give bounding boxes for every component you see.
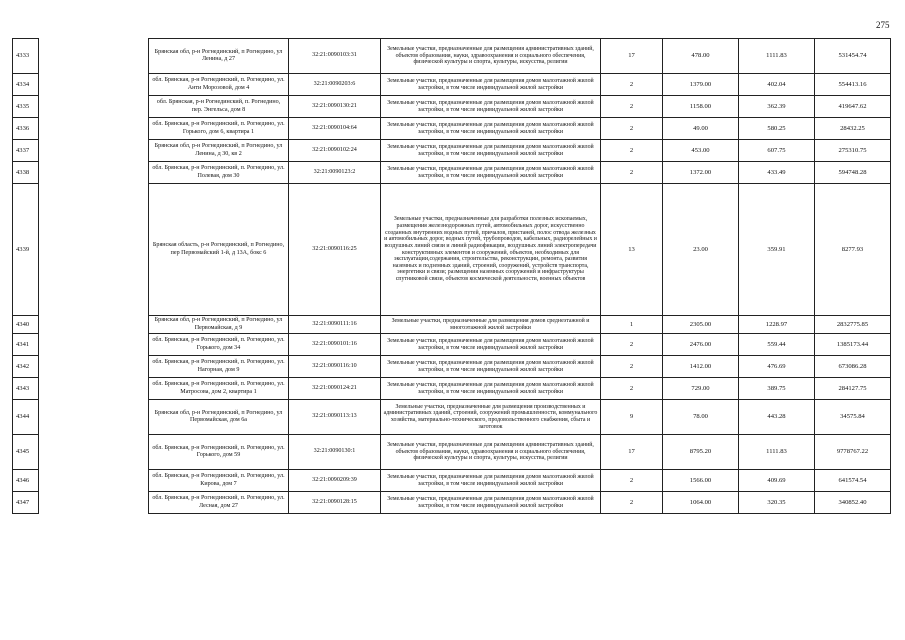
cell-address: обл. Брянская, р-н Рогнединский, п. Рогнедино, ул. Матросова, дом 2, квартира 1 — [149, 378, 289, 400]
cell-number: 4336 — [13, 118, 39, 140]
cell-area: 1379.00 — [663, 74, 739, 96]
cell-cadastral-value: 531454.74 — [815, 39, 891, 74]
cell-cadastral-number: 32:21:0090102:24 — [289, 140, 381, 162]
cell-area: 478.00 — [663, 39, 739, 74]
cell-land-use: Земельные участки, предназначенные для размещения домов малоэтажной жилой застройки, в том числе индивидуальной жилой застройки — [381, 96, 601, 118]
cell-address: обл. Брянская, р-н Рогнединский, п. Рогнедино, ул. Горького, дом 59 — [149, 435, 289, 470]
cell-address: обл. Брянская, р-н Рогнединский, п. Рогнедино, ул. Кирова, дом 7 — [149, 470, 289, 492]
cell-area: 1158.00 — [663, 96, 739, 118]
cell-group: 2 — [601, 356, 663, 378]
cell-specific-value: 362.39 — [739, 96, 815, 118]
cell-cadastral-number: 32:21:0090130:1 — [289, 435, 381, 470]
cell-cadastral-value: 275310.75 — [815, 140, 891, 162]
cell-cadastral-number: 32:21:0090124:21 — [289, 378, 381, 400]
table-row — [13, 470, 891, 492]
cell-cadastral-value: 1385173.44 — [815, 334, 891, 356]
cell-specific-value: 1228.97 — [739, 316, 815, 334]
table-row — [13, 96, 891, 118]
cell-group: 17 — [601, 39, 663, 74]
cell-specific-value: 443.28 — [739, 400, 815, 435]
cell-specific-value: 476.69 — [739, 356, 815, 378]
cadastral-value-table — [12, 38, 891, 514]
cell-land-use: Земельные участки, предназначенные для размещения домов малоэтажной жилой застройки, в том числе индивидуальной жилой застройки — [381, 470, 601, 492]
cell-cadastral-number: 32:21:0090123:2 — [289, 162, 381, 184]
cell-specific-value: 580.25 — [739, 118, 815, 140]
table-row — [13, 492, 891, 514]
cell-number: 4341 — [13, 334, 39, 356]
cell-specific-value: 433.49 — [739, 162, 815, 184]
cell-number: 4343 — [13, 378, 39, 400]
cell-specific-value: 409.69 — [739, 470, 815, 492]
cell-address: Брянская обл, р-н Рогнединский, п Рогнедино, ул Ленина, д 27 — [149, 39, 289, 74]
cell-address: обл. Брянская, р-н Рогнединский, п. Рогнедино, ул. Горького, дом 34 — [149, 334, 289, 356]
cell-number: 4346 — [13, 470, 39, 492]
cell-cadastral-value: 9778767.22 — [815, 435, 891, 470]
table-row — [13, 334, 891, 356]
table-row — [13, 316, 891, 334]
cell-land-use: Земельные участки, предназначенные для размещения домов малоэтажной жилой застройки, в том числе индивидуальной жилой застройки — [381, 162, 601, 184]
cell-land-use: Земельные участки, предназначенные для размещения домов малоэтажной жилой застройки, в том числе индивидуальной жилой застройки — [381, 378, 601, 400]
cell-address: Брянская обл, р-н Рогнединский, п Рогнедино, ул Первомайская, дом 6а — [149, 400, 289, 435]
cell-spacer — [39, 470, 149, 492]
cell-land-use: Земельные участки, предназначенные для размещения домов малоэтажной жилой застройки, в том числе индивидуальной жилой застройки — [381, 356, 601, 378]
cell-land-use: Земельные участки, предназначенные для размещения административных зданий, объектов образования, науки, здравоохранения и социального обеспечения, физической культуры и спорта, культуры, искусства, религии — [381, 435, 601, 470]
cell-area: 1412.00 — [663, 356, 739, 378]
cell-address: обл. Брянская, р-н Рогнединский, п. Рогнедино, ул. Нагорная, дом 9 — [149, 356, 289, 378]
cell-area: 1372.00 — [663, 162, 739, 184]
cell-group: 2 — [601, 334, 663, 356]
cell-specific-value: 320.35 — [739, 492, 815, 514]
cell-spacer — [39, 162, 149, 184]
cell-area: 2476.00 — [663, 334, 739, 356]
cell-number: 4334 — [13, 74, 39, 96]
cell-land-use: Земельные участки, предназначенные для размещения административных зданий, объектов образования, науки, здравоохранения и социального обеспечения, физической культуры и спорта, культуры, искусства, религии — [381, 39, 601, 74]
table-row — [13, 435, 891, 470]
cell-cadastral-value: 673086.28 — [815, 356, 891, 378]
cell-spacer — [39, 39, 149, 74]
cell-spacer — [39, 334, 149, 356]
cell-land-use: Земельные участки, предназначенные для размещения производственных и административных зданий, строений, сооружений промышленности, коммунального хозяйства, материально-технического, продовольственного снабжения, сбыта и заготовок — [381, 400, 601, 435]
cell-group: 9 — [601, 400, 663, 435]
cell-spacer — [39, 435, 149, 470]
cell-area: 2305.00 — [663, 316, 739, 334]
cell-land-use: Земельные участки, предназначенные для размещения домов малоэтажной жилой застройки, в том числе индивидуальной жилой застройки — [381, 492, 601, 514]
cell-address: обл. Брянская, р-н Рогнединский, п. Рогнедино, ул. Анти Морозовой, дом 4 — [149, 74, 289, 96]
cell-land-use: Земельные участки, предназначенные для размещения домов малоэтажной жилой застройки, в том числе индивидуальной жилой застройки — [381, 74, 601, 96]
cell-group: 2 — [601, 74, 663, 96]
cell-number: 4340 — [13, 316, 39, 334]
cell-cadastral-value: 641574.54 — [815, 470, 891, 492]
cell-cadastral-number: 32:21:0090203:6 — [289, 74, 381, 96]
table-row — [13, 184, 891, 316]
cell-land-use: Земельные участки, предназначенные для разработки полезных ископаемых, размещения железнодорожных путей, автомобильных дорог, искусственно созданных внутренних водных путей, причалов, пристаней, полос отвода железных и автомобильных дорог, водных путей, трубопроводов, кабельных, радиорелейных и воздушных линий связи и линий радиофикации, воздушных линий электропередачи конструктивных элементов и сооружений, объектов, необходимых для эксплуатации,содержания, строительства, реконструкции, ремонта, развития наземных и подземных зданий, строений, сооружений, устройств транспорта, энергетики и связи; размещения наземных сооружений и инфраструктуры спутниковой связи, объектов космической деятельности, военных объектов — [381, 184, 601, 316]
table-row — [13, 378, 891, 400]
cell-address: обл. Брянская, р-н Рогнединский, п. Рогнедино, ул. Полевая, дом 30 — [149, 162, 289, 184]
cell-area: 453.00 — [663, 140, 739, 162]
cell-specific-value: 359.91 — [739, 184, 815, 316]
cell-spacer — [39, 184, 149, 316]
cell-spacer — [39, 118, 149, 140]
cell-number: 4345 — [13, 435, 39, 470]
cell-cadastral-number: 32:21:0090209:39 — [289, 470, 381, 492]
table-row — [13, 400, 891, 435]
cell-area: 729.00 — [663, 378, 739, 400]
cell-address: обл. Брянская, р-н Рогнединский, п. Рогнедино, ул. Лесная, дом 27 — [149, 492, 289, 514]
cell-spacer — [39, 140, 149, 162]
cell-area: 1064.00 — [663, 492, 739, 514]
cell-group: 2 — [601, 492, 663, 514]
cell-cadastral-number: 32:21:0090113:13 — [289, 400, 381, 435]
cell-specific-value: 389.75 — [739, 378, 815, 400]
page-number: 275 — [876, 20, 890, 30]
cell-cadastral-value: 419647.62 — [815, 96, 891, 118]
cell-area: 49.00 — [663, 118, 739, 140]
cell-cadastral-value: 340852.40 — [815, 492, 891, 514]
cell-specific-value: 607.75 — [739, 140, 815, 162]
cell-group: 2 — [601, 96, 663, 118]
cell-group: 2 — [601, 140, 663, 162]
cell-cadastral-number: 32:21:0090103:31 — [289, 39, 381, 74]
cell-address: обл. Брянская, р-н Рогнединский, п. Рогнедино, ул. Горького, дом 6, квартира 1 — [149, 118, 289, 140]
cell-number: 4337 — [13, 140, 39, 162]
cell-group: 2 — [601, 162, 663, 184]
cell-spacer — [39, 316, 149, 334]
cell-number: 4335 — [13, 96, 39, 118]
cell-cadastral-number: 32:21:0090128:15 — [289, 492, 381, 514]
cell-area: 78.00 — [663, 400, 739, 435]
table-body — [13, 39, 891, 514]
table-row — [13, 162, 891, 184]
cell-land-use: Земельные участки, предназначенные для размещения домов малоэтажной жилой застройки, в том числе индивидуальной жилой застройки — [381, 334, 601, 356]
cell-land-use: Земельные участки, предназначенные для размещения домов малоэтажной жилой застройки, в том числе индивидуальной жилой застройки — [381, 140, 601, 162]
cell-address: Брянская обл, р-н Рогнединский, п Рогнедино, ул Первомайская, д 9 — [149, 316, 289, 334]
cell-cadastral-number: 32:21:0090101:16 — [289, 334, 381, 356]
table-row — [13, 140, 891, 162]
cell-cadastral-value: 28432.25 — [815, 118, 891, 140]
cell-spacer — [39, 96, 149, 118]
cell-cadastral-number: 32:21:0090130:21 — [289, 96, 381, 118]
cell-cadastral-value: 34575.84 — [815, 400, 891, 435]
cell-number: 4347 — [13, 492, 39, 514]
cell-specific-value: 1111.83 — [739, 435, 815, 470]
cell-cadastral-value: 8277.93 — [815, 184, 891, 316]
cell-area: 1566.00 — [663, 470, 739, 492]
cell-cadastral-value: 554413.16 — [815, 74, 891, 96]
cell-number: 4339 — [13, 184, 39, 316]
cell-area: 8795.20 — [663, 435, 739, 470]
cell-group: 13 — [601, 184, 663, 316]
table-row — [13, 39, 891, 74]
cell-number: 4342 — [13, 356, 39, 378]
cell-address: Брянская обл, р-н Рогнединский, п Рогнедино, ул Ленина, д 30, кв 2 — [149, 140, 289, 162]
cell-group: 2 — [601, 378, 663, 400]
cell-group: 2 — [601, 118, 663, 140]
cell-number: 4333 — [13, 39, 39, 74]
cell-land-use: Земельные участки, предназначенные для размещения домов среднеэтажной и многоэтажной жилой застройки — [381, 316, 601, 334]
table-row — [13, 74, 891, 96]
cell-specific-value: 1111.83 — [739, 39, 815, 74]
cell-group: 1 — [601, 316, 663, 334]
cell-cadastral-number: 32:21:0090111:16 — [289, 316, 381, 334]
cell-number: 4338 — [13, 162, 39, 184]
table-row — [13, 356, 891, 378]
cell-cadastral-number: 32:21:0090104:64 — [289, 118, 381, 140]
cell-area: 23.00 — [663, 184, 739, 316]
cell-land-use: Земельные участки, предназначенные для размещения домов малоэтажной жилой застройки, в том числе индивидуальной жилой застройки — [381, 118, 601, 140]
cell-cadastral-number: 32:21:0090116:10 — [289, 356, 381, 378]
cell-cadastral-value: 2832775.85 — [815, 316, 891, 334]
table-row — [13, 118, 891, 140]
cell-spacer — [39, 74, 149, 96]
cell-group: 17 — [601, 435, 663, 470]
cell-address: Брянская область, р-н Рогнединский, п Рогнедино, пер Первомайский 1-й, д 13А, бокс 6 — [149, 184, 289, 316]
cell-spacer — [39, 492, 149, 514]
cell-cadastral-value: 284127.75 — [815, 378, 891, 400]
cell-address: обл. Брянская, р-н Рогнединский, п. Рогнедино, пер. Энгельса, дом 8 — [149, 96, 289, 118]
cell-spacer — [39, 378, 149, 400]
cell-spacer — [39, 356, 149, 378]
cell-number: 4344 — [13, 400, 39, 435]
cell-specific-value: 402.04 — [739, 74, 815, 96]
cell-group: 2 — [601, 470, 663, 492]
cell-spacer — [39, 400, 149, 435]
cell-cadastral-value: 594748.28 — [815, 162, 891, 184]
cell-specific-value: 559.44 — [739, 334, 815, 356]
cell-cadastral-number: 32:21:0090116:25 — [289, 184, 381, 316]
